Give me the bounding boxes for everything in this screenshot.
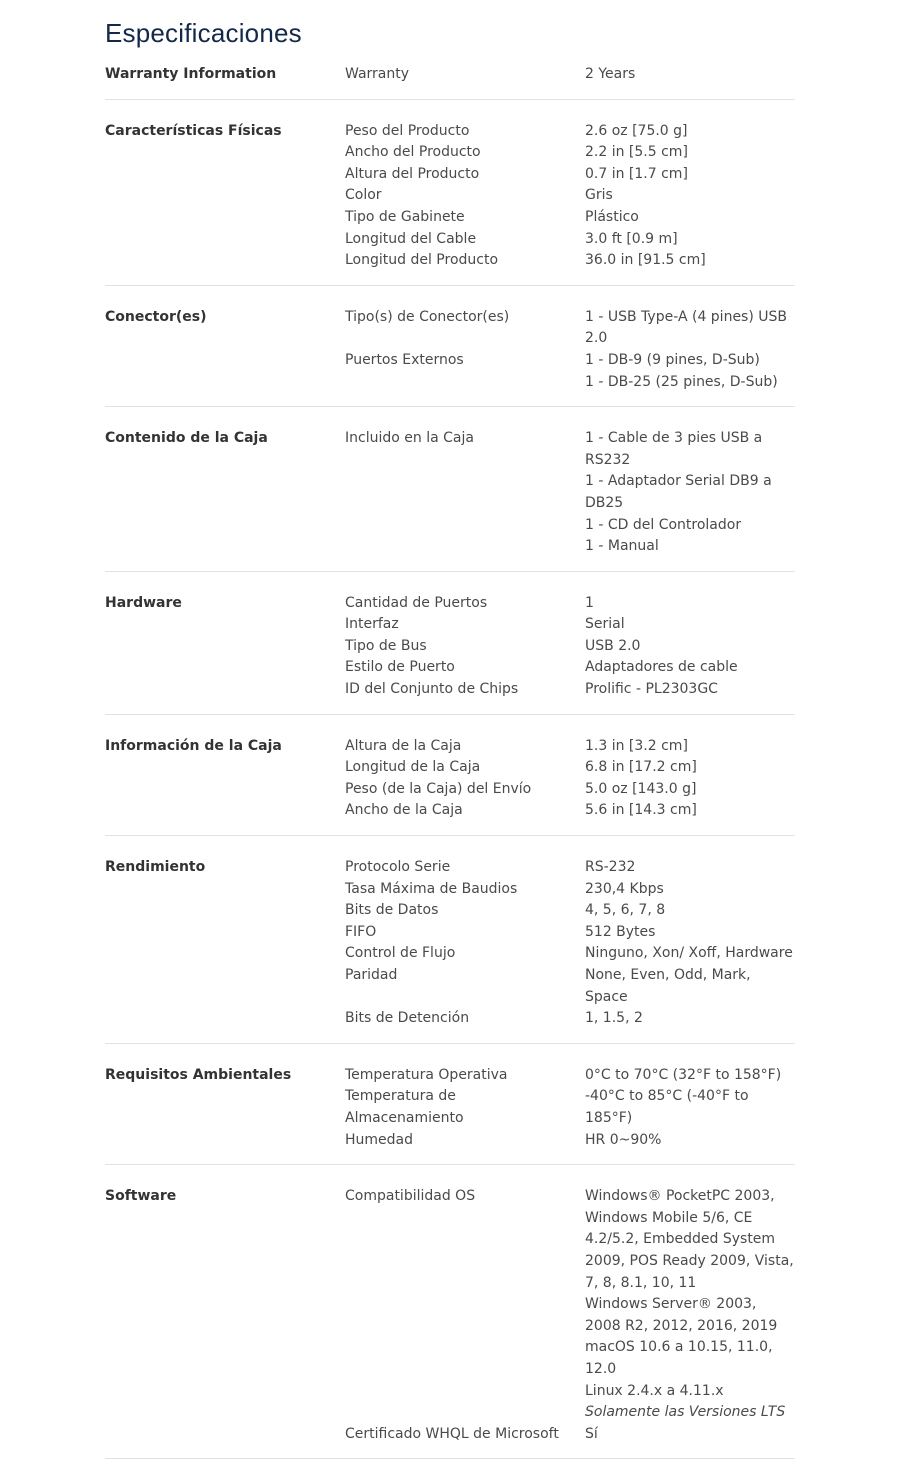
spec-value <box>585 1008 795 1030</box>
spec-rows <box>345 121 795 272</box>
spec-value-line: 230,4 Kbps <box>585 880 664 897</box>
spec-value-line: 36.0 in [91.5 cm] <box>585 252 706 269</box>
spec-value <box>585 207 795 229</box>
spec-value-line: 2.6 oz [75.0 g] <box>585 122 688 139</box>
spec-row <box>345 657 795 679</box>
spec-label: Ancho de la Caja <box>345 802 463 819</box>
spec-value <box>585 922 795 944</box>
spec-value-line: None, Even, Odd, Mark, Space <box>585 967 751 1005</box>
spec-label: Peso (de la Caja) del Envío <box>345 780 532 797</box>
spec-label: Bits de Datos <box>345 902 439 919</box>
spec-group-title: Warranty Information <box>105 66 277 82</box>
spec-rows <box>345 736 795 822</box>
spec-value-line: 1 - USB Type-A (4 pines) USB 2.0 <box>585 308 788 347</box>
spec-value-line: 3.0 ft [0.9 m] <box>585 230 678 247</box>
spec-row <box>345 229 795 251</box>
spec-row <box>345 736 795 758</box>
spec-row <box>345 1008 795 1030</box>
spec-rows <box>345 857 795 1030</box>
spec-value-line: 1.3 in [3.2 cm] <box>585 737 688 754</box>
spec-label: Bits de Detención <box>345 1010 470 1027</box>
spec-row <box>345 1065 795 1087</box>
spec-label: Color <box>345 187 382 204</box>
spec-label: Cantidad de Puertos <box>345 594 488 611</box>
spec-value <box>585 900 795 922</box>
spec-value-line: 1 - Manual <box>585 538 659 555</box>
spec-row <box>345 922 795 944</box>
spec-label: Humedad <box>345 1131 414 1148</box>
spec-label: Incluido en la Caja <box>345 430 474 447</box>
spec-group-title: Información de la Caja <box>105 737 282 754</box>
spec-row <box>345 307 795 350</box>
spec-label: Puertos Externos <box>345 351 464 368</box>
spec-group-title: Contenido de la Caja <box>105 430 268 447</box>
spec-rows <box>345 64 795 86</box>
spec-row <box>345 943 795 965</box>
spec-group <box>105 836 795 1044</box>
spec-value <box>585 757 795 779</box>
spec-label: Temperatura Operativa <box>345 1066 508 1083</box>
spec-row <box>345 1086 795 1129</box>
spec-value-line: Linux 2.4.x a 4.11.x Solamente las Versiones LTS <box>585 1382 786 1421</box>
spec-label: Tipo de Bus <box>345 637 427 654</box>
spec-value-line: Serial <box>585 616 625 633</box>
spec-value-line: Sí <box>585 1425 598 1442</box>
spec-value-line: 2.2 in [5.5 cm] <box>585 144 688 161</box>
spec-label: Warranty <box>345 66 410 82</box>
spec-row <box>345 185 795 207</box>
spec-value <box>585 679 795 701</box>
spec-group <box>105 1165 795 1459</box>
spec-value-line: Ninguno, Xon/ Xoff, Hardware <box>585 945 793 962</box>
spec-group-title: Características Físicas <box>105 122 282 139</box>
spec-label: Compatibilidad OS <box>345 1188 476 1205</box>
spec-value-line: 1 - CD del Controlador <box>585 516 742 533</box>
spec-label: Protocolo Serie <box>345 859 451 876</box>
spec-row <box>345 800 795 822</box>
spec-row <box>345 164 795 186</box>
spec-value <box>585 1065 795 1087</box>
spec-label: Altura de la Caja <box>345 737 462 754</box>
spec-row <box>345 679 795 701</box>
spec-value-line: Gris <box>585 187 613 204</box>
spec-group <box>105 1044 795 1165</box>
spec-group <box>105 100 795 286</box>
spec-value-line: Windows® PocketPC 2003, Windows Mobile 5/6, CE 4.2/5.2, Embedded System 2009, POS Ready 2009, Vista, 7, 8, 8.1, 10, 11 <box>585 1188 794 1291</box>
spec-row <box>345 350 795 393</box>
spec-value-line: HR 0~90% <box>585 1131 662 1148</box>
spec-value-line: Windows Server® 2003, 2008 R2, 2012, 2016, 2019 <box>585 1296 778 1334</box>
spec-value-line: 512 Bytes <box>585 923 656 940</box>
spec-value <box>585 965 795 1008</box>
spec-row <box>345 1130 795 1152</box>
spec-label: Certificado WHQL de Microsoft <box>345 1425 559 1442</box>
spec-value <box>585 1424 795 1446</box>
spec-row <box>345 614 795 636</box>
spec-group <box>105 572 795 715</box>
spec-value <box>585 1086 795 1129</box>
spec-value-line: USB 2.0 <box>585 637 641 654</box>
spec-value <box>585 779 795 801</box>
spec-group <box>105 407 795 572</box>
spec-value-line: 5.6 in [14.3 cm] <box>585 802 697 819</box>
spec-value-line: macOS 10.6 a 10.15, 11.0, 12.0 <box>585 1339 773 1377</box>
spec-value-line: 0°C to 70°C (32°F to 158°F) <box>585 1066 782 1083</box>
spec-value <box>585 64 795 86</box>
spec-row <box>345 593 795 615</box>
spec-value-line: 4, 5, 6, 7, 8 <box>585 902 666 919</box>
spec-group-title: Rendimiento <box>105 859 206 876</box>
spec-row <box>345 636 795 658</box>
spec-value-line: 2 Years <box>585 66 636 82</box>
spec-row <box>345 250 795 272</box>
spec-value-line: RS-232 <box>585 859 636 876</box>
spec-value-line: Prolific - PL2303GC <box>585 681 718 698</box>
spec-value <box>585 657 795 679</box>
spec-value <box>585 1130 795 1152</box>
spec-value <box>585 229 795 251</box>
spec-value <box>585 185 795 207</box>
spec-group <box>105 64 795 100</box>
spec-rows <box>345 1186 795 1445</box>
spec-value-line: 1, 1.5, 2 <box>585 1010 643 1027</box>
page-title: Especificaciones <box>105 18 302 48</box>
spec-value-line: 6.8 in [17.2 cm] <box>585 759 697 776</box>
spec-row <box>345 1186 795 1424</box>
spec-label: Paridad <box>345 967 398 983</box>
spec-label: Tasa Máxima de Baudios <box>345 880 518 897</box>
spec-value-line: 0.7 in [1.7 cm] <box>585 165 688 182</box>
spec-value <box>585 800 795 822</box>
spec-value <box>585 1186 795 1424</box>
spec-row <box>345 428 795 558</box>
spec-value <box>585 636 795 658</box>
spec-row <box>345 857 795 879</box>
spec-label: Altura del Producto <box>345 165 480 182</box>
spec-value-note: Solamente las Versiones LTS <box>585 1404 786 1421</box>
spec-value-line: -40°C to 85°C (-40°F to 185°F) <box>585 1088 749 1126</box>
spec-row <box>345 900 795 922</box>
spec-value <box>585 164 795 186</box>
spec-label: Tipo de Gabinete <box>345 208 465 225</box>
spec-value <box>585 736 795 758</box>
spec-row <box>345 965 795 1008</box>
spec-group-title: Software <box>105 1188 177 1205</box>
spec-label: Longitud del Cable <box>345 230 477 247</box>
spec-rows <box>345 428 795 558</box>
spec-row <box>345 757 795 779</box>
spec-value <box>585 879 795 901</box>
spec-label: FIFO <box>345 923 377 940</box>
spec-rows <box>345 1065 795 1151</box>
spec-label: Longitud de la Caja <box>345 759 481 776</box>
spec-label: Ancho del Producto <box>345 144 481 161</box>
spec-group <box>105 715 795 836</box>
spec-value <box>585 350 795 393</box>
spec-group-title: Requisitos Ambientales <box>105 1066 292 1083</box>
spec-row <box>345 64 795 86</box>
spec-table <box>105 64 795 1459</box>
spec-label: Control de Flujo <box>345 945 456 962</box>
spec-value-line: 1 - Adaptador Serial DB9 a DB25 <box>585 473 772 511</box>
spec-rows <box>345 593 795 701</box>
spec-row <box>345 121 795 143</box>
spec-row <box>345 142 795 164</box>
spec-value <box>585 307 795 350</box>
spec-group-title: Conector(es) <box>105 308 207 325</box>
spec-group <box>105 286 795 407</box>
spec-value-line: Plástico <box>585 208 639 225</box>
spec-label: ID del Conjunto de Chips <box>345 681 519 698</box>
spec-group-title: Hardware <box>105 594 182 611</box>
spec-value <box>585 614 795 636</box>
spec-value <box>585 428 795 558</box>
spec-label: Interfaz <box>345 616 399 633</box>
spec-value-line: Adaptadores de cable <box>585 659 738 676</box>
spec-label: Temperatura de Almacenamiento <box>345 1088 464 1126</box>
spec-value-line: 1 - DB-9 (9 pines, D-Sub) <box>585 351 760 368</box>
spec-value <box>585 142 795 164</box>
spec-row <box>345 779 795 801</box>
spec-value-line: 1 - Cable de 3 pies USB a RS232 <box>585 430 763 468</box>
spec-row <box>345 1424 795 1446</box>
spec-label: Peso del Producto <box>345 122 470 139</box>
spec-value-line: 5.0 oz [143.0 g] <box>585 780 697 797</box>
spec-value <box>585 593 795 615</box>
spec-row <box>345 879 795 901</box>
spec-value <box>585 857 795 879</box>
spec-rows <box>345 307 795 393</box>
spec-label: Tipo(s) de Conector(es) <box>345 308 510 325</box>
spec-value <box>585 250 795 272</box>
spec-value <box>585 943 795 965</box>
spec-label: Longitud del Producto <box>345 252 499 269</box>
spec-value-line: 1 - DB-25 (25 pines, D-Sub) <box>585 373 778 390</box>
spec-label: Estilo de Puerto <box>345 659 455 676</box>
spec-value-line: 1 <box>585 594 594 611</box>
spec-value <box>585 121 795 143</box>
spec-row <box>345 207 795 229</box>
